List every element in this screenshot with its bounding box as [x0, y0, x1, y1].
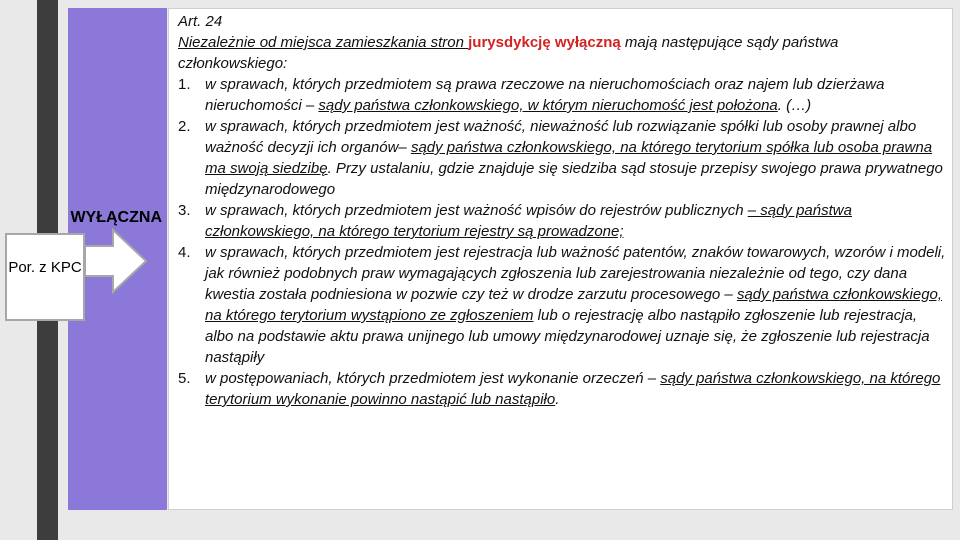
article-intro: Niezależnie od miejsca zamieszkania stron jurysdykcję wyłączną mają następujące sądy państwa członkowskiego: [178, 34, 839, 72]
article-title: Art. 24 [178, 13, 223, 30]
list-item: 5. w postępowaniach, których przedmiotem jest wykonanie orzeczeń – sądy państwa członkowskiego, na którego terytorium wykonanie powinno nastąpić lub nastąpiło. [178, 370, 941, 408]
list-item: 3. w sprawach, których przedmiotem jest ważność wpisów do rejestrów publicznych – sądy państwa członkowskiego, na którego terytorium rejestry są prowadzone; [178, 202, 852, 240]
list-item: 4. w sprawach, których przedmiotem jest rejestracja lub ważność patentów, znaków towarowych, wzorów i modeli, jak również podobnych praw wymagających zgłoszenia lub zarejestrowania niezależnie od tego, czy dana kwestia została podniesiona w pozwie czy też w drodze zarzutu procesowego – sądy państwa członkowskiego, na którego terytorium wystąpiono ze zgłoszeniem lub o rejestrację albo nastąpiło zgłoszenie lub rejestracja, albo na podstawie aktu prawa unijnego lub umowy międzynarodowej uznaje się, że zgłoszenie lub rejestracja nastąpiły [178, 244, 946, 366]
list-item: 1. w sprawach, których przedmiotem są prawa rzeczowe na nieruchomościach oraz najem lub dzierżawa nieruchomości – sądy państwa członkowskiego, w którym nieruchomość jest położona. (…) [178, 76, 885, 114]
highlight-exclusive-jurisdiction: jurysdykcję wyłączną [468, 34, 621, 51]
article-items [178, 74, 948, 410]
side-label: WYŁĄCZNA [70, 209, 162, 226]
list-item: 2. w sprawach, których przedmiotem jest ważność, nieważność lub rozwiązanie spółki lub osoby prawnej albo ważność decyzji ich organów– sądy państwa członkowskiego, na którego terytorium spółka lub osoba prawna ma swoją siedzibę. Przy ustalaniu, gdzie znajduje się siedziba sąd stosuje przepisy swojego prawa prywatnego międzynarodowego [178, 118, 943, 198]
article-content [178, 11, 948, 410]
side-note-text: Por. z KPC [8, 259, 82, 276]
arrow-right-icon [83, 228, 149, 294]
